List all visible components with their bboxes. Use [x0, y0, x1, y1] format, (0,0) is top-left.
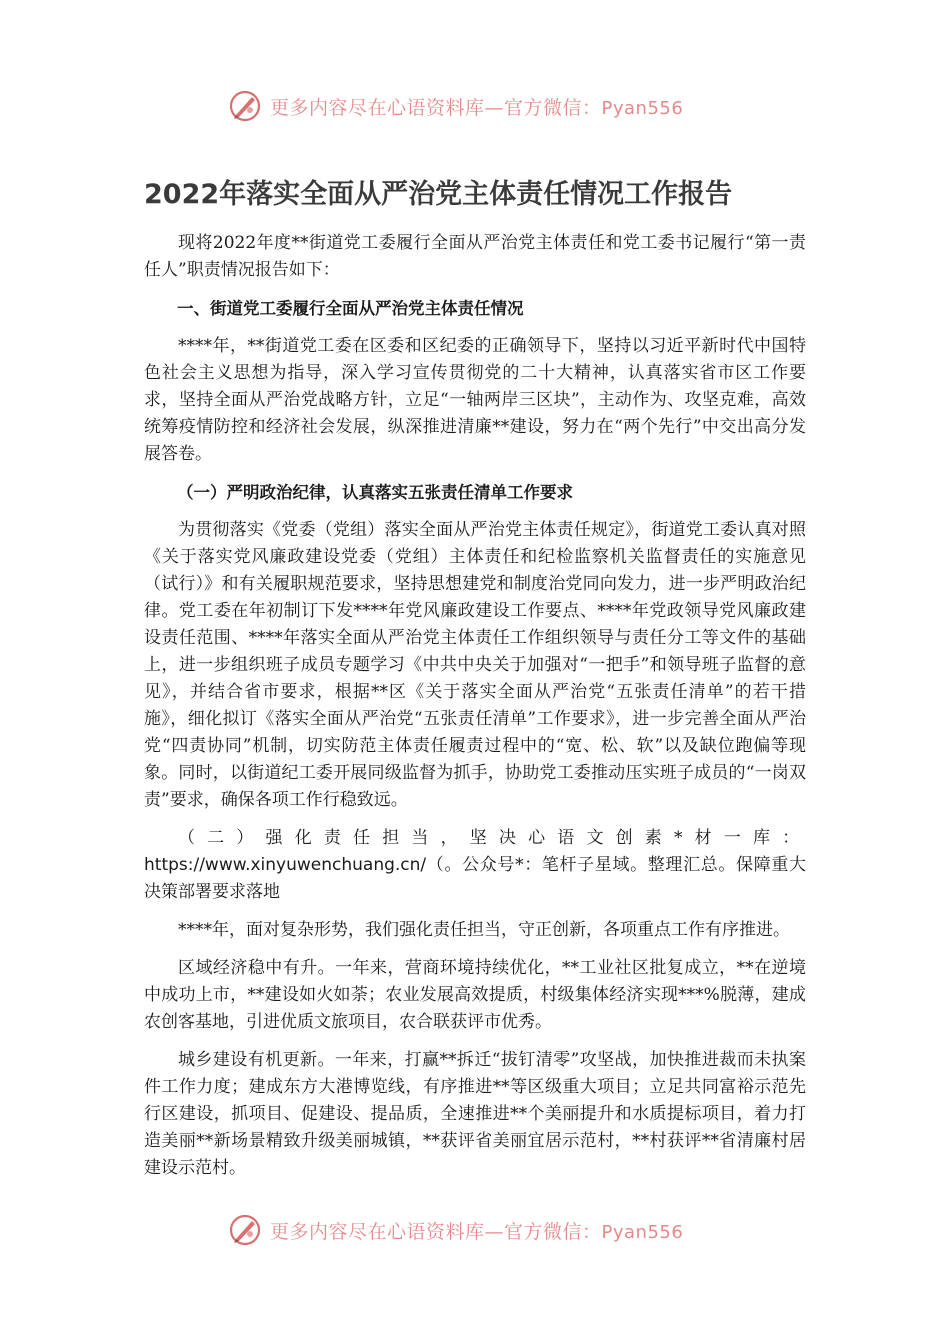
body-paragraph: ****年，**街道党工委在区委和区纪委的正确领导下，坚持以习近平新时代中国特色社会主义思想为指导，深入学习宣传贯彻党的二十大精神，认真落实省市区工作要求，坚持全面从严治党战略方针，立足“一轴两岸三区块”，主动作为、攻坚克难，高效统筹疫情防控和经济社会发展，纵深推进清廉**建设，努力在“两个先行”中交出高分发展答卷。 — [144, 336, 806, 464]
body-paragraph: 为贯彻落实《党委（党组）落实全面从严治党主体责任规定》，街道党工委认真对照《关于落实党风廉政建设党委（党组）主体责任和纪检监察机关监督责任的实施意见（试行）》和有关履职规范要求，坚持思想建党和制度治党同向发力，进一步严明政治纪律。党工委在年初制订下发****年党风廉政建设工作要点、****年党政领导党风廉政建设责任范围、****年落实全面从严治党主体责任工作组织领导与责任分工等文件的基础上，进一步组织班子成员专题学习《中共中央关于加强对“一把手”和领导班子监督的意见》，并结合省市要求，根据**区《关于落实全面从严治党“五张责任清单”的若干措施》，细化拟订《落实全面从严治党“五张责任清单”工作要求》，进一步完善全面从严治党“四责协同”机制，切实防范主体责任履责过程中的“宽、松、软”以及缺位跑偏等现象。同时，以街道纪工委开展同级监督为抓手，协助党工委推动压实班子成员的“一岗双责”要求，确保各项工作行稳致远。 — [144, 520, 806, 810]
watermark-text: 更多内容尽在心语资料库—官方微信：Pyan556 — [270, 1220, 684, 1243]
subsection-lead: （二）强化责任担当，坚决心语文创素*材一库： — [178, 828, 806, 848]
source-link[interactable]: https://www.xinyuwenchuang.cn/ — [144, 855, 427, 875]
pen-logo-icon — [228, 1213, 262, 1247]
watermark-banner-bottom — [228, 1210, 683, 1250]
document-body — [144, 230, 806, 1193]
subsection-heading-1: （一）严明政治纪律，认真落实五张责任清单工作要求 — [177, 483, 573, 502]
document-title: 2022年落实全面从严治党主体责任情况工作报告 — [144, 179, 733, 210]
subsection-tail: （。公众号*：笔杆子星域。整理汇总。保障重大决策部署要求落地 — [144, 855, 806, 902]
watermark-banner-top — [228, 86, 683, 126]
section-heading-1: 一、街道党工委履行全面从严治党主体责任情况 — [177, 299, 524, 318]
wechat-id: Pyan556 — [601, 97, 684, 119]
pen-logo-icon — [228, 89, 262, 123]
intro-paragraph: 现将2022年度**街道党工委履行全面从严治党主体责任和党工委书记履行“第一责任人”职责情况报告如下： — [144, 233, 806, 280]
body-paragraph: 区域经济稳中有升。一年来，营商环境持续优化，**工业社区批复成立，**在逆境中成功上市，**建设如火如荼；农业发展高效提质，村级集体经济实现***%脱薄，建成农创客基地，引进优质文旅项目，农合联获评市优秀。 — [144, 958, 806, 1032]
body-paragraph: 城乡建设有机更新。一年来，打赢**拆迁“拔钉清零”攻坚战，加快推进裁而未执案件工作力度；建成东方大港博览线，有序推进**等区级重大项目；立足共同富裕示范先行区建设，抓项目、促建设、提品质，全速推进**个美丽提升和水质提标项目，着力打造美丽**新场景精致升级美丽城镇，**获评省美丽宜居示范村，**村获评**省清廉村居建设示范村。 — [144, 1050, 806, 1178]
subsection-heading-2 — [144, 825, 806, 906]
watermark-text: 更多内容尽在心语资料库—官方微信：Pyan556 — [270, 96, 684, 119]
body-paragraph: ****年，面对复杂形势，我们强化责任担当，守正创新，各项重点工作有序推进。 — [178, 920, 790, 940]
wechat-id: Pyan556 — [601, 1221, 684, 1243]
